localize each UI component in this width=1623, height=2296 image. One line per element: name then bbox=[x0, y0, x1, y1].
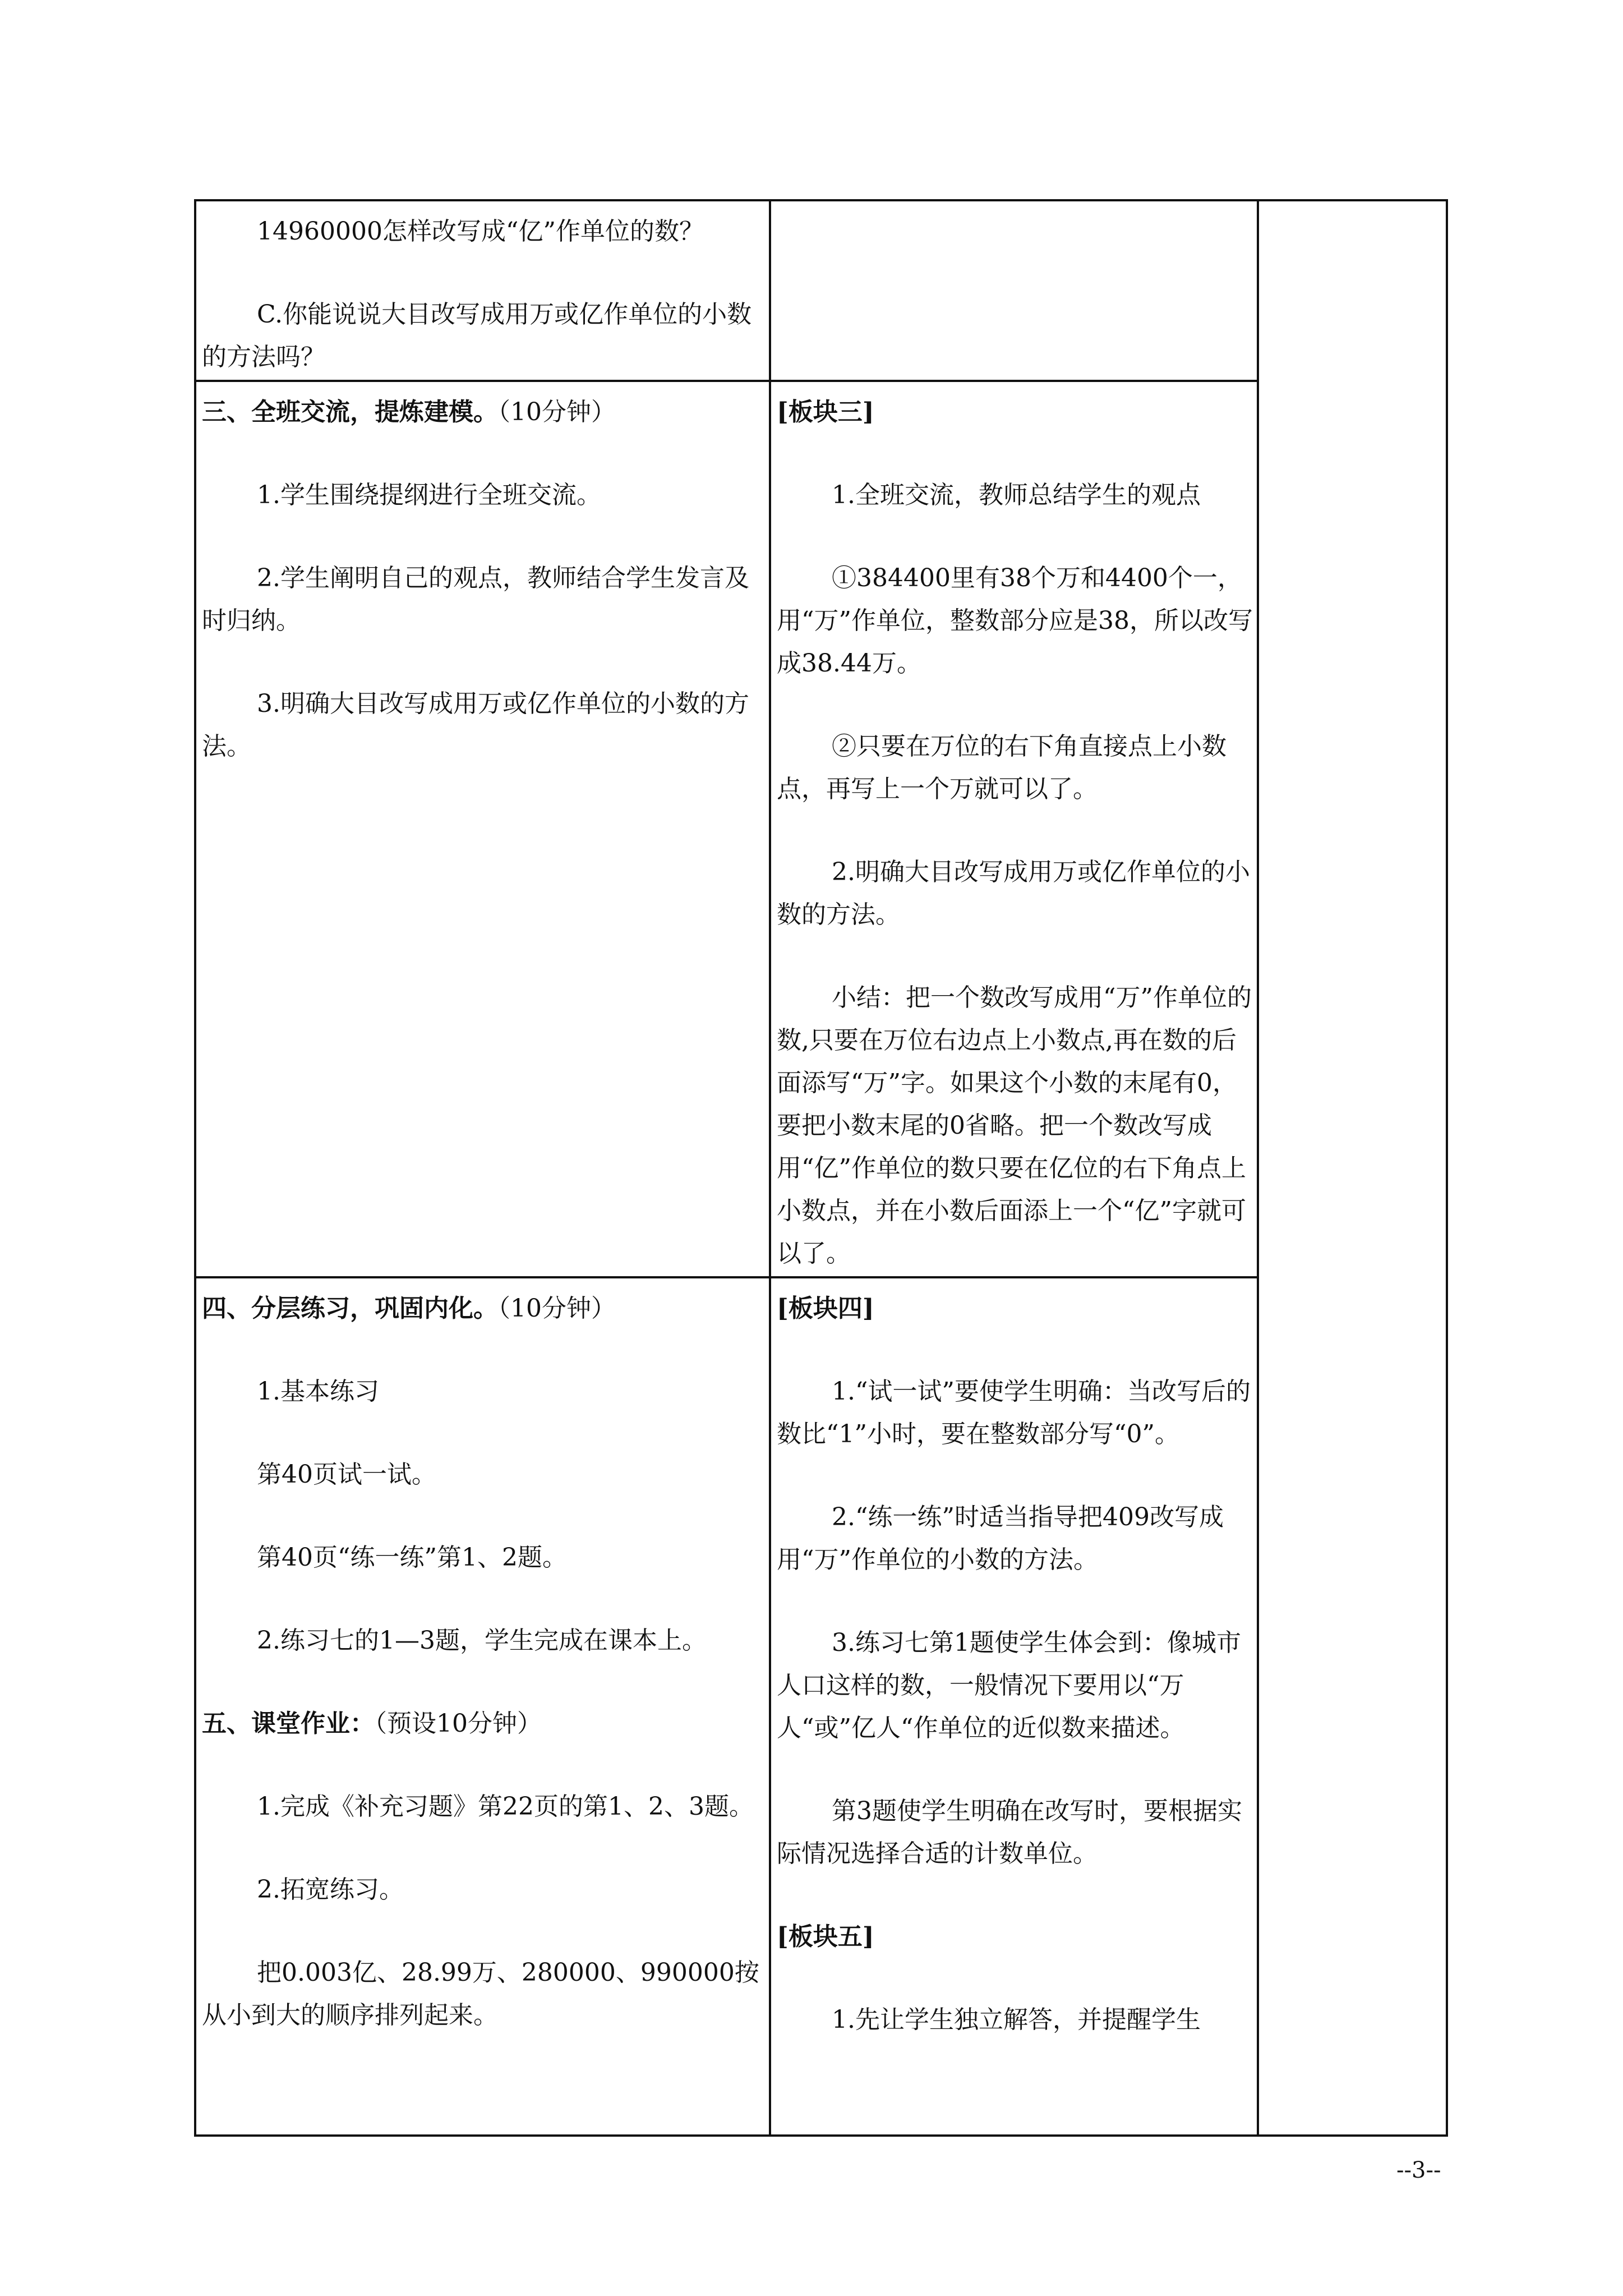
block-heading: [板块五] bbox=[777, 1922, 874, 1951]
lesson-plan-table bbox=[194, 199, 1448, 2137]
page-number: --3-- bbox=[1396, 2157, 1441, 2183]
section-time-note: （10分钟） bbox=[498, 1294, 616, 1323]
design-intent-cell bbox=[770, 1277, 1258, 2136]
design-intent-cell bbox=[770, 381, 1258, 1277]
section-heading: 五、课堂作业： bbox=[202, 1709, 375, 1738]
paragraph: 2.“练一练”时适当指导把409改写成用“万”作单位的小数的方法。 bbox=[777, 1503, 1224, 1574]
paragraph: 第40页试一试。 bbox=[257, 1460, 436, 1489]
paragraph: 14960000怎样改写成“亿”作单位的数？ bbox=[257, 217, 704, 246]
block-heading: [板块三] bbox=[777, 398, 874, 426]
section-heading: 四、分层练习，巩固内化。 bbox=[202, 1294, 498, 1323]
paragraph: 2.学生阐明自己的观点，教师结合学生发言及时归纳。 bbox=[202, 564, 749, 635]
paragraph: 把0.003亿、28.99万、280000、990000按从小到大的顺序排列起来。 bbox=[202, 1958, 759, 2030]
notes-column-cell bbox=[1258, 200, 1447, 2136]
teaching-process-cell bbox=[195, 381, 770, 1277]
paragraph: 第3题使学生明确在改写时，要根据实际情况选择合适的计数单位。 bbox=[777, 1797, 1242, 1868]
paragraph: ②只要在万位的右下角直接点上小数点，再写上一个万就可以了。 bbox=[777, 732, 1227, 803]
paragraph: 3.明确大目改写成用万或亿作单位的小数的方法。 bbox=[202, 689, 749, 761]
paragraph: 第40页“练一练”第1、2题。 bbox=[257, 1543, 567, 1572]
block-heading: [板块四] bbox=[777, 1294, 874, 1323]
paragraph: 3.练习七第1题使学生体会到：像城市人口这样的数，一般情况下要用以“万人“或”亿人“作单位的近似数来描述。 bbox=[777, 1628, 1241, 1742]
paragraph: 2.练习七的1—3题，学生完成在课本上。 bbox=[257, 1626, 707, 1655]
paragraph: 1.基本练习 bbox=[257, 1377, 379, 1406]
paragraph: 2.明确大目改写成用万或亿作单位的小数的方法。 bbox=[777, 858, 1250, 929]
section-time-note: （预设10分钟） bbox=[375, 1709, 542, 1738]
paragraph: 1.学生围绕提纲进行全班交流。 bbox=[257, 481, 601, 509]
paragraph: 2.拓宽练习。 bbox=[257, 1875, 404, 1904]
table-row bbox=[195, 200, 1447, 381]
paragraph: C.你能说说大目改写成用万或亿作单位的小数的方法吗？ bbox=[202, 300, 752, 371]
teaching-process-cell bbox=[195, 200, 770, 381]
paragraph: 1.“试一试”要使学生明确：当改写后的数比“1”小时，要在整数部分写“0”。 bbox=[777, 1377, 1251, 1448]
paragraph: ①384400里有38个万和4400个一，用“万”作单位，整数部分应是38，所以改写成38.44万。 bbox=[777, 564, 1253, 678]
paragraph: 小结：把一个数改写成用“万”作单位的数,只要在万位右边点上小数点,再在数的后面添写“万”字。如果这个小数的末尾有0，要把小数末尾的0省略。把一个数改写成用“亿”作单位的数只要在亿位的右下角点上小数点，并在小数后面添上一个“亿”字就可以了。 bbox=[777, 983, 1252, 1268]
section-time-note: （10分钟） bbox=[498, 398, 616, 426]
paragraph: 1.完成《补充习题》第22页的第1、2、3题。 bbox=[257, 1792, 754, 1821]
design-intent-cell bbox=[770, 200, 1258, 381]
paragraph: 1.先让学生独立解答，并提醒学生 bbox=[832, 2005, 1201, 2034]
teaching-process-cell bbox=[195, 1277, 770, 2136]
section-heading: 三、全班交流，提炼建模。 bbox=[202, 398, 498, 426]
paragraph: 1.全班交流，教师总结学生的观点 bbox=[832, 481, 1201, 509]
